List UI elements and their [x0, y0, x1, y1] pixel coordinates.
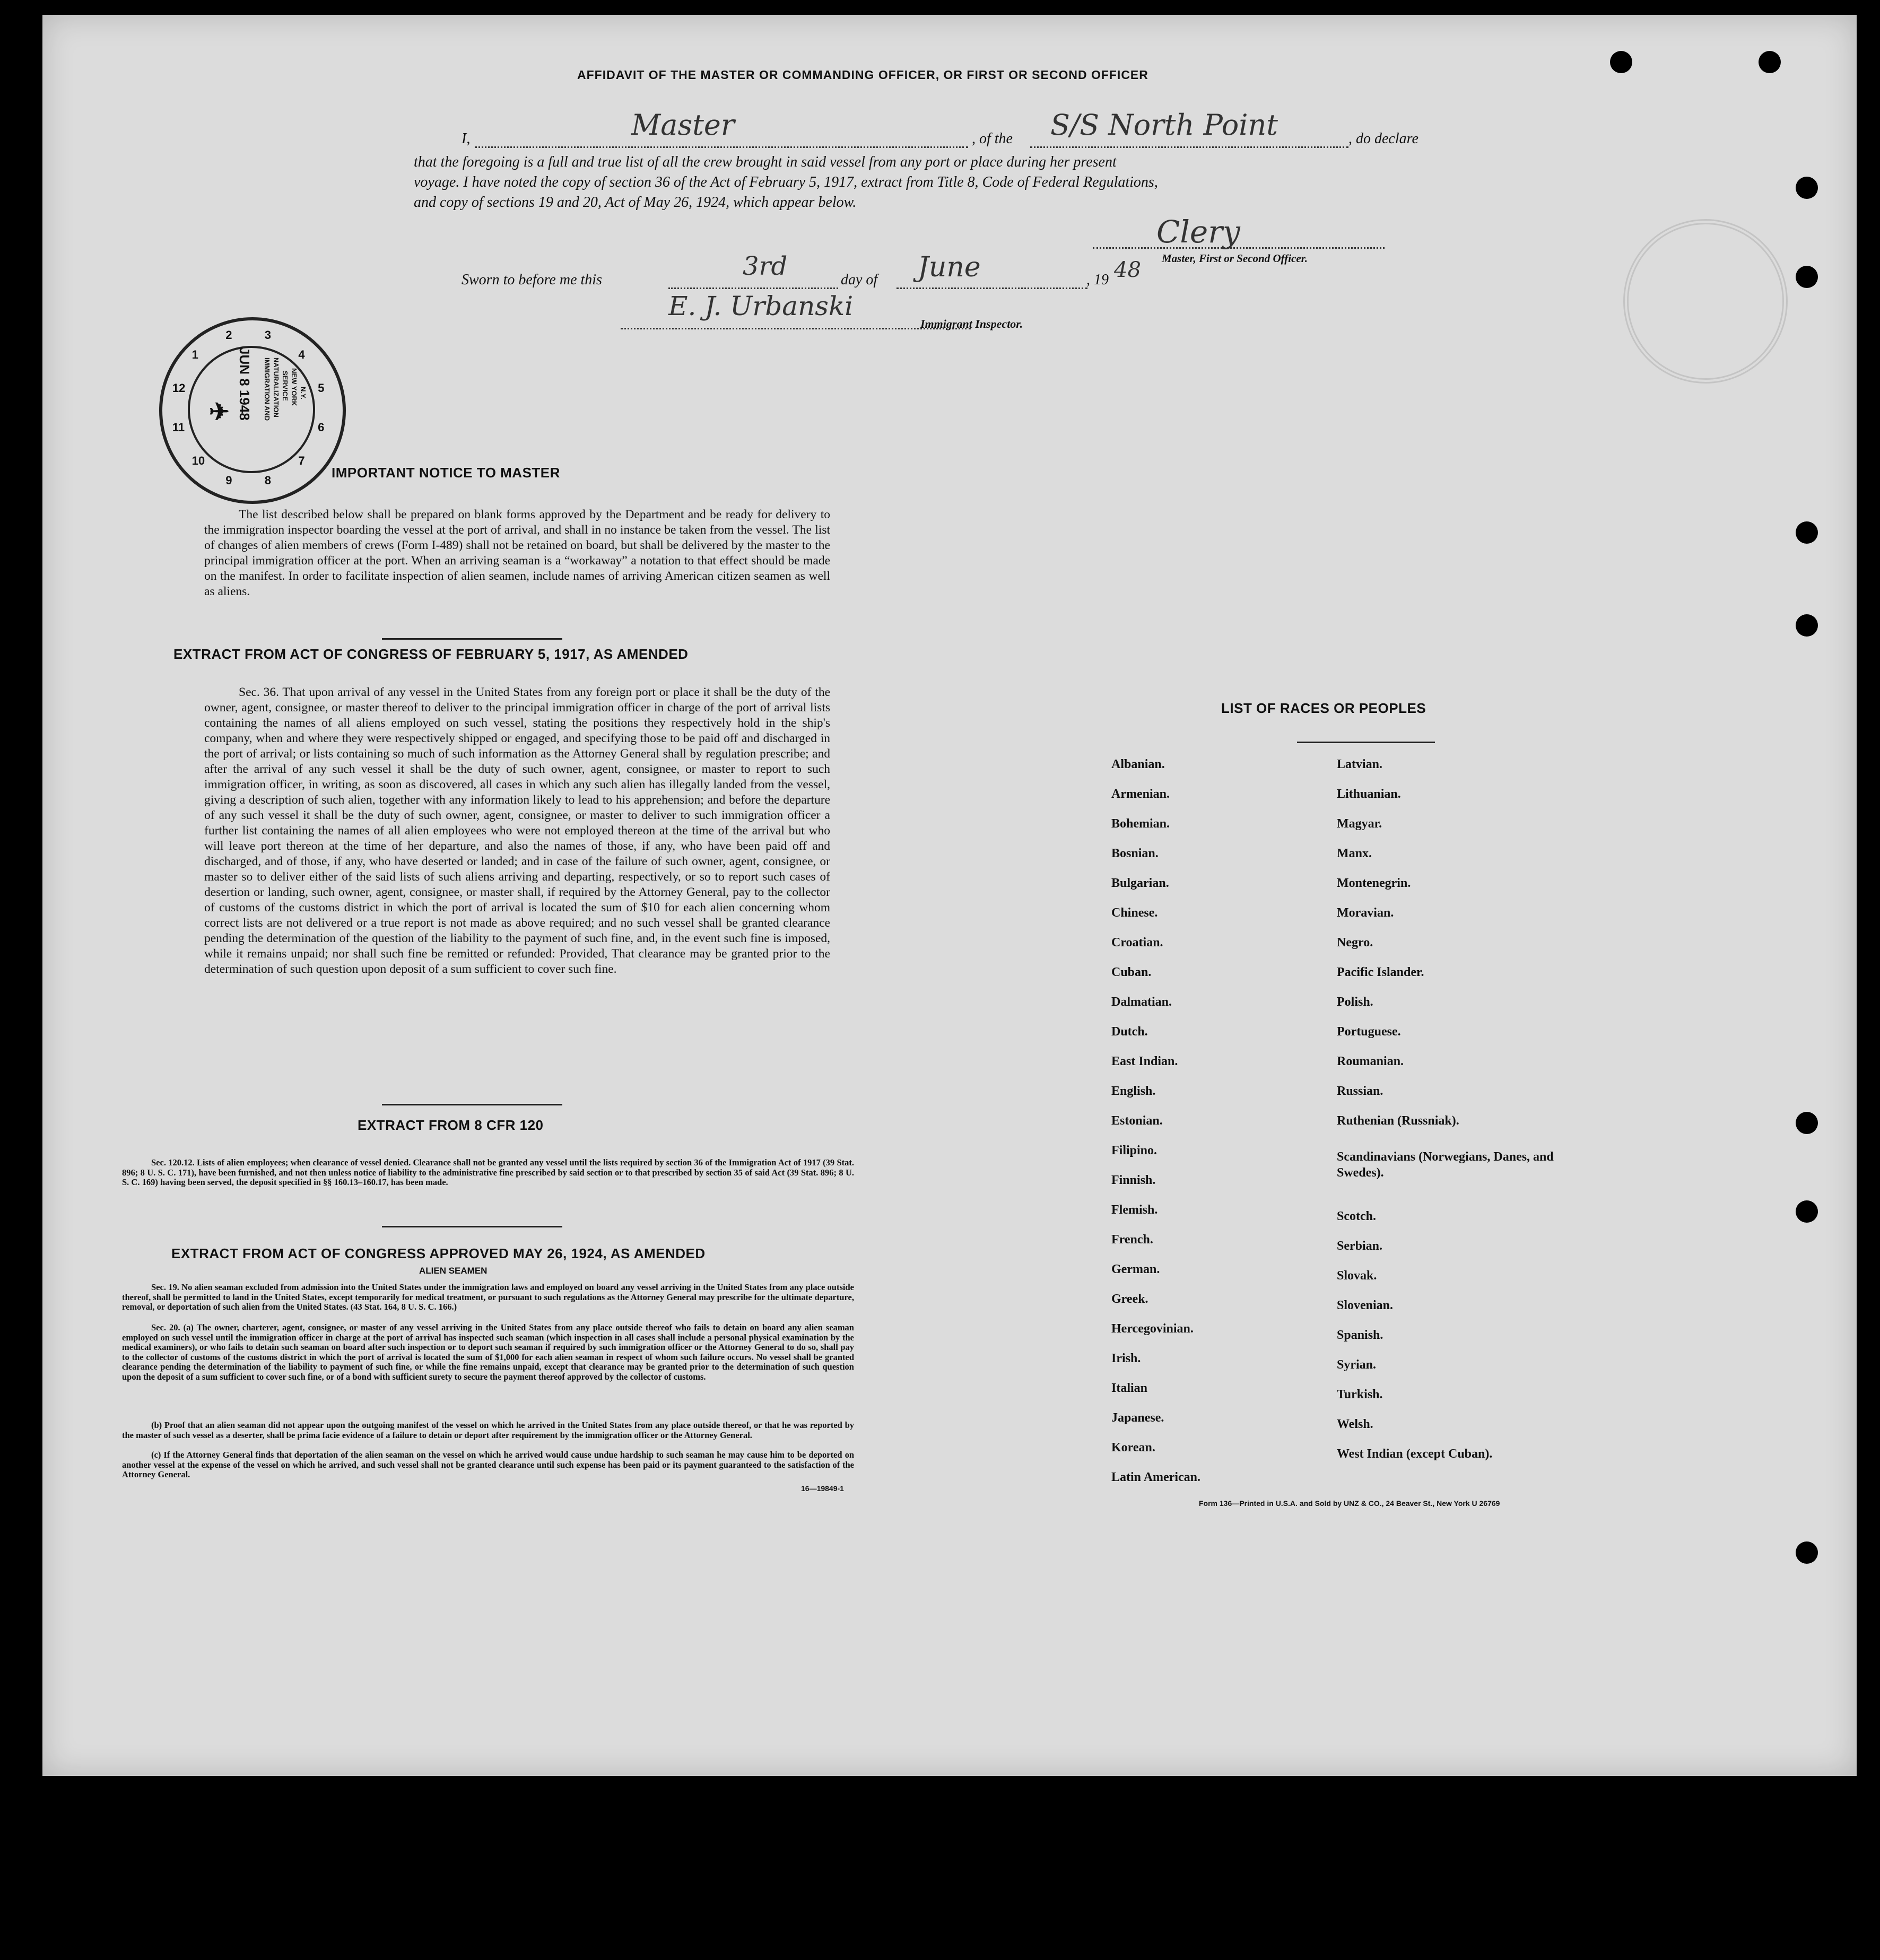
punch-hole [1796, 521, 1818, 544]
race-item: Croatian. [1111, 936, 1163, 949]
divider [382, 1226, 562, 1227]
race-item: Scotch. [1337, 1209, 1376, 1223]
form-code: 16—19849-1 [801, 1484, 844, 1493]
race-item: Greek. [1111, 1292, 1148, 1306]
year-prefix: , 19 [1086, 272, 1109, 288]
race-item: Slovenian. [1337, 1299, 1394, 1312]
race-item: Armenian. [1111, 787, 1170, 801]
race-item: Pacific Islander. [1337, 965, 1424, 979]
punch-hole [1796, 177, 1818, 199]
day-line [668, 288, 838, 289]
race-item: Hercegovinian. [1111, 1322, 1194, 1336]
month-line [897, 288, 1087, 289]
race-item: Lithuanian. [1337, 787, 1401, 801]
punch-hole [1796, 1541, 1818, 1564]
stamp-number: 9 [225, 474, 232, 487]
race-item: Italian [1111, 1381, 1148, 1395]
immigration-stamp [159, 317, 346, 504]
year-handwritten: 48 [1114, 258, 1141, 282]
race-item: Slovak. [1337, 1269, 1377, 1283]
race-item: Montenegrin. [1337, 876, 1411, 890]
divider [1297, 742, 1435, 743]
race-item: Albanian. [1111, 757, 1165, 771]
affidavit-of-the: , of the [972, 130, 1013, 147]
stamp-number: 6 [318, 420, 325, 434]
vessel-handwritten: S/S North Point [1050, 108, 1278, 142]
race-item: Russian. [1337, 1084, 1383, 1098]
document-page [42, 15, 1857, 1776]
race-item: Roumanian. [1337, 1055, 1404, 1068]
race-item: Magyar. [1337, 817, 1382, 831]
extract-1924-sec20b: (b) Proof that an alien seaman did not appear upon the outgoing manifest of the vessel on which he arrived in the United States from any place outside thereof, or that he was reported by the master of such vessel as a deserter, shall be prima facie evidence of a failure to detain or deport after requirement by the immigration officer or the Attorney General. [122, 1420, 854, 1440]
race-item: Latin American. [1111, 1470, 1200, 1484]
race-item: Welsh. [1337, 1417, 1373, 1431]
day-handwritten: 3rd [743, 251, 788, 281]
race-item: Bulgarian. [1111, 876, 1169, 890]
form-footer: Form 136—Printed in U.S.A. and Sold by UNZ & CO., 24 Beaver St., New York U 26769 [1199, 1499, 1500, 1508]
stamp-number: 8 [264, 474, 271, 487]
embossed-seal [1623, 219, 1788, 384]
race-item: Filipino. [1111, 1144, 1157, 1157]
punch-hole [1796, 266, 1818, 288]
inspector-handwritten: E. J. Urbanski [668, 291, 854, 321]
extract-1917-title: EXTRACT FROM ACT OF CONGRESS OF FEBRUARY 5, 1917, AS AMENDED [173, 646, 689, 662]
stamp-number: 5 [318, 381, 325, 395]
race-item: Syrian. [1337, 1358, 1377, 1372]
affidavit-line2: that the foregoing is a full and true list of all the crew brought in said vessel from any port or place during her present [414, 154, 1117, 170]
race-item: Manx. [1337, 847, 1372, 860]
stamp-number: 3 [264, 328, 271, 342]
stamp-number: 12 [172, 381, 186, 395]
affidavit-i-label: I, [462, 130, 471, 147]
extract-1924-sec19: Sec. 19. No alien seaman excluded from admission into the United States under the immigration laws and employed on board any vessel arriving in the United States from any place outside thereof, shall be permitted to land in the United States, except temporarily for medical treatment, or pursuant to such regulations as the Attorney General may prescribe for the ultimate departure, removal, or deportation of such alien from the United States. (43 Stat. 164, 8 U. S. C. 166.) [122, 1282, 854, 1312]
race-item: Negro. [1337, 936, 1373, 949]
inspector-caption: Immigrant Inspector. [920, 317, 1023, 330]
punch-hole [1610, 51, 1632, 73]
race-item: Cuban. [1111, 965, 1152, 979]
stamp-arrow-icon: ✈ [209, 398, 230, 425]
races-title: LIST OF RACES OR PEOPLES [1221, 700, 1426, 716]
affidavit-do-declare: , do declare [1348, 130, 1418, 147]
race-item: Bosnian. [1111, 847, 1159, 860]
extract-1924-sec20c: (c) If the Attorney General finds that deportation of the alien seaman on the vessel on which he arrived would cause undue hardship to such seaman he may cause him to be deported on another vessel at the expense of the vessel on which he arrived, and such vessel shall not be granted clearance until such expense has been paid or its payment guaranteed to the satisfaction of the Attorney General. [122, 1450, 854, 1479]
race-item: Polish. [1337, 995, 1373, 1009]
race-item: Latvian. [1337, 757, 1383, 771]
day-of-label: day of [841, 272, 878, 288]
race-item: Estonian. [1111, 1114, 1163, 1128]
vessel-line [1030, 146, 1348, 148]
stamp-line2: NATURALIZATION [272, 358, 280, 417]
inspector-line [621, 328, 971, 329]
race-item: Bohemian. [1111, 817, 1170, 831]
extract-1924-title: EXTRACT FROM ACT OF CONGRESS APPROVED MAY 26, 1924, AS AMENDED [171, 1245, 706, 1261]
officer-handwritten: Master [631, 108, 735, 142]
race-item: East Indian. [1111, 1055, 1178, 1068]
extract-1924-subtitle: ALIEN SEAMEN [419, 1266, 488, 1276]
affidavit-line4: and copy of sections 19 and 20, Act of May 26, 1924, which appear below. [414, 194, 857, 211]
race-item: English. [1111, 1084, 1156, 1098]
sworn-label: Sworn to before me this [462, 272, 602, 288]
affidavit-title: AFFIDAVIT OF THE MASTER OR COMMANDING OFFICER, OR FIRST OR SECOND OFFICER [577, 68, 1148, 82]
month-handwritten: June [918, 251, 981, 283]
divider [382, 1104, 562, 1105]
race-item: Korean. [1111, 1441, 1155, 1454]
cfr-title: EXTRACT FROM 8 CFR 120 [358, 1117, 544, 1133]
stamp-number: 7 [298, 454, 305, 468]
master-signature: Clery [1156, 214, 1240, 250]
stamp-line3: SERVICE [281, 371, 289, 401]
stamp-number: 4 [298, 347, 305, 361]
race-item: Serbian. [1337, 1239, 1383, 1253]
race-item: Flemish. [1111, 1203, 1158, 1217]
race-item: German. [1111, 1262, 1160, 1276]
race-item: Dutch. [1111, 1025, 1148, 1039]
race-item: Turkish. [1337, 1388, 1383, 1401]
race-item: Portuguese. [1337, 1025, 1401, 1039]
race-item: Japanese. [1111, 1411, 1164, 1425]
divider [382, 638, 562, 640]
stamp-number: 10 [192, 454, 205, 468]
notice-body: The list described below shall be prepared on blank forms approved by the Department and be ready for delivery to the immigration inspector boarding the vessel at the port of arrival, and shall in no instance be taken from the vessel. The list of changes of alien members of crews (Form I-489) shall not be retained on board, but shall be delivered by the master to the principal immigration officer at the port. When an arriving seaman is a “workaway” a notation to that effect should be made on the manifest. In order to facilitate inspection of alien seamen, include names of arriving American citizen seamen as well as aliens. [204, 508, 830, 598]
punch-hole [1759, 51, 1781, 73]
punch-hole [1796, 1200, 1818, 1223]
race-item: Spanish. [1337, 1328, 1383, 1342]
punch-hole [1796, 614, 1818, 637]
punch-hole [1796, 1112, 1818, 1134]
race-item: Finnish. [1111, 1173, 1156, 1187]
race-item: Scandinavians (Norwegians, Danes, and Swedes). [1337, 1150, 1554, 1180]
stamp-number: 11 [172, 420, 185, 434]
stamp-number: 1 [192, 347, 198, 361]
stamp-number: 2 [225, 328, 232, 342]
officer-line [475, 146, 968, 148]
extract-1924-sec20a: Sec. 20. (a) The owner, charterer, agent, consignee, or master of any vessel arriving in the United States from any place outside thereof who fails to detain on board any alien seaman employed on such vessel until the immigration officer in charge at the port of arrival has inspected such seaman (which inspection in all cases shall include a personal physical examination by the medical examiners), or who fails to detain such seaman on board after such inspection or to deport such seaman if required by such immigration officer or the Attorney General to do so, shall pay to the collector of customs of the customs district in which the port of arrival is located the sum of $1,000 for each alien seaman in respect of whom such failure occurs. No vessel shall be granted clearance pending the determination of the liability to payment of such fine, or while the fine remains unpaid, except that clearance may be granted prior to the determination of such question upon the deposit of a sum sufficient to cover such fine, or of a bond with sufficient surety to secure the payment thereof approved by the collector of customs. [122, 1322, 854, 1382]
race-item: Irish. [1111, 1352, 1141, 1365]
race-item: French. [1111, 1233, 1153, 1247]
stamp-line4: NEW YORK [290, 368, 298, 406]
stamp-line5: N.Y. [299, 387, 307, 399]
race-item: West Indian (except Cuban). [1337, 1447, 1493, 1461]
affidavit-line3: voyage. I have noted the copy of section 36 of the Act of February 5, 1917, extract from Title 8, Code of Federal Regulations, [414, 174, 1158, 190]
race-item: Chinese. [1111, 906, 1158, 920]
signature-caption: Master, First or Second Officer. [1162, 252, 1308, 265]
race-item: Moravian. [1337, 906, 1394, 920]
race-item: Dalmatian. [1111, 995, 1172, 1009]
race-item: Ruthenian (Russniak). [1337, 1114, 1459, 1128]
cfr-body: Sec. 120.12. Lists of alien employees; when clearance of vessel denied. Clearance shall not be granted any vessel until the lists required by section 36 of the Immigration Act of 1917 (39 Stat. 896; 8 U. S. C. 171), have been furnished, and not then unless notice of liability to the administrative fine prescribed by said section or to that prescribed by section 35 of said Act (39 Stat. 896; 8 U. S. C. 169) having been served, the deposit specified in §§ 160.13–160.17, has been made. [122, 1157, 854, 1187]
stamp-date: JUN 8 1948 [237, 347, 253, 421]
extract-1917-body: Sec. 36. That upon arrival of any vessel in the United States from any foreign port or place it shall be the duty of the owner, agent, consignee, or master thereof to deliver to the principal immigration officer in charge of the port of arrival lists containing the names of all aliens employed on such vessel, stating the positions they respectively hold in the ship's company, when and where they were respectively shipped or engaged, and specifying those to be paid off and discharged in the port of arrival; or lists containing so much of such information as the Attorney General shall by regulation prescribe; and after the arrival of any such vessel it shall be the duty of such owner, agent, consignee, or master to report to such immigration officer, in writing, as soon as discovered, all cases in which any such alien has illegally landed from the vessel, giving a description of such alien, together with any information likely to lead to his apprehension; and before the departure of any such vessel it shall be the duty of such owner, agent, consignee, or master to deliver to such immigration officer a further list containing the names of all alien employees who were not employed thereon at the time of the arrival but who will leave port thereon at the time of her departure, and also the names of those, if any, who have been paid off and discharged, and of those, if any, who have deserted or landed; and in case of the failure of such owner, agent, consignee, or master so to deliver either of the said lists of such aliens arriving and departing, respectively, or so to report such cases of desertion or landing, such owner, agent, consignee, or master shall, if required by the Attorney General, pay to the collector of customs of the customs district in which the port of arrival is located the sum of $10 for each alien concerning whom correct lists are not delivered or a true report is not made as above required; and no such vessel shall be granted clearance pending the determination of the question of the liability to the payment of such fine, and, in the event such fine is imposed, while it remains unpaid; nor shall such fine be remitted or refunded: Provided, That clearance may be granted prior to the determination of such question upon deposit of a sum sufficient to cover such fine. [204, 685, 830, 976]
stamp-line1: IMMIGRATION AND [263, 358, 271, 421]
notice-title: IMPORTANT NOTICE TO MASTER [332, 465, 560, 481]
